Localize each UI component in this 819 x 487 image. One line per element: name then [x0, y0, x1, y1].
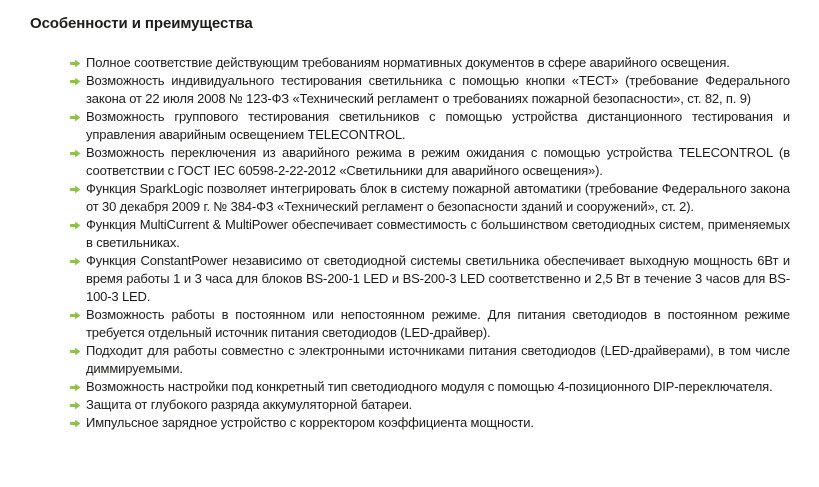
feature-text: Возможность переключения из аварийного режима в режим ожидания с помощью устройства TELECONTROL (в соответствии с ГОСТ IEC 60598-2-22-2012 «Светильники для аварийного освещения»). — [86, 145, 790, 178]
feature-list-item — [70, 108, 790, 144]
feature-list-item — [70, 378, 790, 396]
arrow-right-icon — [70, 311, 81, 320]
arrow-right-icon — [70, 185, 81, 194]
arrow-right-icon — [70, 59, 81, 68]
arrow-right-icon — [70, 221, 81, 230]
arrow-right-icon — [70, 77, 81, 86]
feature-text: Защита от глубокого разряда аккумуляторной батареи. — [86, 397, 413, 412]
arrow-right-icon — [70, 401, 81, 410]
feature-text: Возможность индивидуального тестирования светильника с помощью кнопки «ТЕСТ» (требование Федерального закона от 22 июля 2008 № 123-ФЗ «Технический регламент о требованиях пожарной безопасности», ст. 82, п. 9) — [86, 73, 790, 106]
feature-list-item — [70, 252, 790, 306]
feature-text: Функция SparkLogic позволяет интегрировать блок в систему пожарной автоматики (требование Федерального закона от 30 декабря 2009 г. № 384-ФЗ «Технический регламент о безопасности зданий и сооружений», ст. 2). — [86, 181, 790, 214]
feature-list-item — [70, 342, 790, 378]
feature-text: Полное соответствие действующим требованиям нормативных документов в сфере аварийного освещения. — [86, 55, 730, 70]
feature-text: Возможность настройки под конкретный тип светодиодного модуля с помощью 4-позиционного DIP-переключателя. — [86, 379, 773, 394]
feature-list-item — [70, 54, 790, 72]
arrow-right-icon — [70, 383, 81, 392]
feature-text: Функция MultiCurrent & MultiPower обеспечивает совместимость с большинством светодиодных систем, применяемых в светильниках. — [86, 217, 790, 250]
feature-text: Функция ConstantPower независимо от светодиодной системы светильника обеспечивает выходную мощность 6Вт и время работы 1 и 3 часа для блоков BS-200-1 LED и BS-200-3 LED соответственно и 2,5 Вт в течение 3 часов для BS-100-3 LED. — [86, 253, 790, 304]
feature-text: Возможность группового тестирования светильников с помощью устройства дистанционного тестирования и управления аварийным освещением TELECONTROL. — [86, 109, 790, 142]
feature-list-item — [70, 414, 790, 432]
arrow-right-icon — [70, 419, 81, 428]
feature-list-item — [70, 216, 790, 252]
feature-list-item — [70, 396, 790, 414]
feature-text: Подходит для работы совместно с электронными источниками питания светодиодов (LED-драйверами), в том числе диммируемыми. — [86, 343, 790, 376]
arrow-right-icon — [70, 113, 81, 122]
arrow-right-icon — [70, 149, 81, 158]
feature-list-item — [70, 180, 790, 216]
features-list — [70, 54, 790, 432]
feature-text: Возможность работы в постоянном или непостоянном режиме. Для питания светодиодов в постоянном режиме требуется отдельный источник питания светодиодов (LED-драйвер). — [86, 307, 790, 340]
feature-list-item — [70, 72, 790, 108]
feature-list-item — [70, 144, 790, 180]
page-title: Особенности и преимущества — [30, 15, 253, 32]
feature-text: Импульсное зарядное устройство с корректором коэффициента мощности. — [86, 415, 534, 430]
arrow-right-icon — [70, 347, 81, 356]
arrow-right-icon — [70, 257, 81, 266]
feature-list-item — [70, 306, 790, 342]
